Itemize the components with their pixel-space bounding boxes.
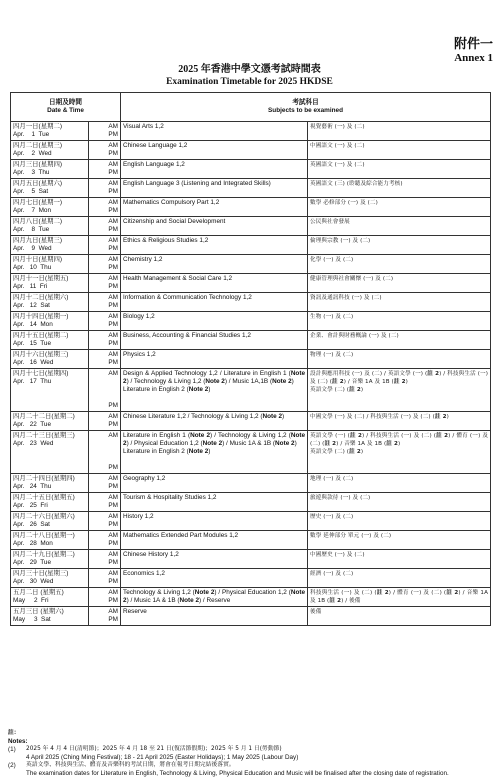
row-date xyxy=(11,512,89,531)
subject-zh: 後備 xyxy=(310,609,322,615)
document-title xyxy=(0,64,499,88)
subject-en: Geography 1,2 xyxy=(123,475,166,482)
date-zh: 四月三日(星期四) xyxy=(13,161,62,168)
session-pm: PM xyxy=(108,597,119,604)
table-row xyxy=(11,179,491,198)
date-zh: 四月二十八日(星期一) xyxy=(13,532,75,539)
date-en: Apr. 11 Fri xyxy=(13,283,48,290)
session-am: AM xyxy=(108,313,119,320)
note-2-zh: 英語文學、科技與生活、體育及音樂科的考試日期，將會在報考日期完結後落實。 xyxy=(26,762,235,769)
date-zh: 四月二十三日(星期三) xyxy=(13,432,75,439)
subject-en: Information & Communication Technology 1,2 xyxy=(123,294,252,301)
subject-en: Reserve xyxy=(123,608,147,615)
row-subject-zh xyxy=(308,588,491,607)
subject-zh: 企業、會計與財務概論 (一) 及 (二) xyxy=(310,333,399,339)
session-am: AM xyxy=(108,180,119,187)
row-subject-zh xyxy=(308,607,491,626)
date-en: Apr. 8 Tue xyxy=(13,226,50,233)
subject-en: Mathematics Extended Part Modules 1,2 xyxy=(123,532,239,539)
subject-zh: 旅遊與款待 (一) 及 (二) xyxy=(310,495,371,501)
date-zh: 四月二日(星期三) xyxy=(13,142,62,149)
session-am: AM xyxy=(108,432,119,439)
date-en: Apr. 26 Sat xyxy=(13,521,50,528)
row-session xyxy=(89,274,121,293)
subject-zh: 中國歷史 (一) 及 (二) xyxy=(310,552,365,558)
row-session xyxy=(89,431,121,474)
session-pm: PM xyxy=(108,188,119,195)
session-pm: PM xyxy=(108,226,119,233)
session-pm: PM xyxy=(108,302,119,309)
date-zh: 四月三十日(星期三) xyxy=(13,570,69,577)
row-subject-zh xyxy=(308,331,491,350)
row-subject-en xyxy=(121,312,308,331)
row-subject-en xyxy=(121,607,308,626)
row-subject-en xyxy=(121,293,308,312)
session-am: AM xyxy=(108,608,119,615)
row-subject-zh xyxy=(308,493,491,512)
session-am: AM xyxy=(108,275,119,282)
date-zh: 四月二十二日(星期二) xyxy=(13,413,75,420)
subject-zh: 設計與應用科技 (一) 及 (二) / 英語文學 (一) (註 2) / 科技與生活 (一) 及 (二) (註 2) / 音樂 1A 及 1B (註 2) xyxy=(310,371,489,385)
row-session xyxy=(89,122,121,141)
row-subject-zh xyxy=(308,179,491,198)
session-pm: PM xyxy=(108,359,119,366)
row-subject-en xyxy=(121,588,308,607)
date-zh: 四月十四日(星期一) xyxy=(13,313,69,320)
date-en: Apr. 14 Mon xyxy=(13,321,53,328)
date-en: Apr. 10 Thu xyxy=(13,264,52,271)
row-subject-en xyxy=(121,474,308,493)
row-session xyxy=(89,198,121,217)
subject-en: Mathematics Compulsory Part 1,2 xyxy=(123,199,220,206)
date-zh: 四月九日(星期三) xyxy=(13,237,62,244)
row-date xyxy=(11,312,89,331)
date-en: Apr. 3 Thu xyxy=(13,169,50,176)
subject-zh: 數學 必修部分 (一) 及 (二) xyxy=(310,200,378,206)
session-am: AM xyxy=(108,294,119,301)
note-1-en: 4 April 2025 (Ching Ming Festival); 18 - 21 April 2025 (Easter Holidays); 1 May 2025 (Labour Day) xyxy=(26,753,299,761)
row-date xyxy=(11,569,89,588)
session-pm: PM xyxy=(108,464,119,471)
row-subject-en xyxy=(121,198,308,217)
subject-en: Chinese History 1,2 xyxy=(123,551,179,558)
table-row xyxy=(11,588,491,607)
subject-en: Chinese Literature 1,2 / Technology & Living 1,2 (Note 2) xyxy=(123,413,285,420)
session-pm: PM xyxy=(108,321,119,328)
subject-zh: 中國語文 (一) 及 (二) xyxy=(310,143,365,149)
date-en: Apr. 9 Wed xyxy=(13,245,52,252)
row-subject-zh xyxy=(308,274,491,293)
session-am: AM xyxy=(108,370,119,377)
date-en: Apr. 1 Tue xyxy=(13,131,50,138)
date-en: Apr. 2 Wed xyxy=(13,150,52,157)
row-date xyxy=(11,160,89,179)
session-am: AM xyxy=(108,532,119,539)
session-am: AM xyxy=(108,123,119,130)
subject-zh: 化學 (一) 及 (二) xyxy=(310,257,354,263)
date-zh: 四月十日(星期四) xyxy=(13,256,62,263)
date-zh: 四月十七日(星期四) xyxy=(13,370,69,377)
session-pm: PM xyxy=(108,421,119,428)
row-subject-en xyxy=(121,412,308,431)
note-1 xyxy=(8,746,492,761)
date-zh: 四月八日(星期二) xyxy=(13,218,62,225)
row-session xyxy=(89,141,121,160)
date-zh: 四月一日(星期二) xyxy=(13,123,62,130)
date-en: Apr. 17 Thu xyxy=(13,378,52,385)
notes-heading-en: Notes: xyxy=(8,737,28,745)
subject-zh: 生物 (一) 及 (二) xyxy=(310,314,354,320)
row-date xyxy=(11,236,89,255)
session-pm: PM xyxy=(108,207,119,214)
row-subject-zh xyxy=(308,293,491,312)
session-am: AM xyxy=(108,218,119,225)
row-session xyxy=(89,588,121,607)
row-date xyxy=(11,588,89,607)
row-session xyxy=(89,236,121,255)
subject-en: Ethics & Religious Studies 1,2 xyxy=(123,237,209,244)
row-subject-zh xyxy=(308,160,491,179)
annex-zh: 附件一 xyxy=(453,36,493,51)
row-subject-en xyxy=(121,512,308,531)
subject-en: Biology 1,2 xyxy=(123,313,155,320)
session-am: AM xyxy=(108,475,119,482)
date-zh: 五月三日 (星期六) xyxy=(13,608,64,615)
table-row xyxy=(11,331,491,350)
session-am: AM xyxy=(108,332,119,339)
session-pm: PM xyxy=(108,616,119,623)
subject-en: Physics 1,2 xyxy=(123,351,156,358)
date-en: May 3 Sat xyxy=(13,616,51,623)
subject-zh: 英國語文 (一) 及 (二) xyxy=(310,162,365,168)
date-en: Apr. 22 Tue xyxy=(13,421,52,428)
row-subject-en xyxy=(121,550,308,569)
date-en: Apr. 23 Wed xyxy=(13,440,54,447)
row-date xyxy=(11,122,89,141)
subject-zh: 地理 (一) 及 (二) xyxy=(310,476,354,482)
subject-en: Chemistry 1,2 xyxy=(123,256,163,263)
row-subject-zh xyxy=(308,141,491,160)
date-en: Apr. 5 Sat xyxy=(13,188,49,195)
row-date xyxy=(11,141,89,160)
row-subject-en xyxy=(121,369,308,412)
row-date xyxy=(11,431,89,474)
session-pm: PM xyxy=(108,578,119,585)
table-row xyxy=(11,122,491,141)
row-subject-zh xyxy=(308,236,491,255)
date-zh: 四月二十九日(星期二) xyxy=(13,551,75,558)
annex-label xyxy=(454,36,493,65)
table-row xyxy=(11,531,491,550)
subject-zh: 英語文學 (二) (註 2) xyxy=(310,449,364,455)
row-subject-zh xyxy=(308,122,491,141)
subject-zh: 科技與生活 (一) 及 (二) (註 2) / 體育 (一) 及 (二) (註 2) / 音樂 1A 及 1B (註 2) / 後備 xyxy=(310,590,489,604)
date-en: Apr. 24 Thu xyxy=(13,483,52,490)
row-date xyxy=(11,531,89,550)
row-subject-zh xyxy=(308,312,491,331)
session-pm: PM xyxy=(108,131,119,138)
session-pm: PM xyxy=(108,483,119,490)
date-en: Apr. 15 Tue xyxy=(13,340,52,347)
table-row xyxy=(11,412,491,431)
row-session xyxy=(89,369,121,412)
row-subject-zh xyxy=(308,350,491,369)
subject-en: Technology & Living 1,2 (Note 2) / Physical Education 1,2 (Note 2) / Music 1A & 1B (Note 2) / Reserve xyxy=(123,589,306,604)
subject-en: Citizenship and Social Development xyxy=(123,218,226,225)
table-row xyxy=(11,550,491,569)
date-en: Apr. 25 Fri xyxy=(13,502,48,509)
row-session xyxy=(89,217,121,236)
row-date xyxy=(11,198,89,217)
row-date xyxy=(11,607,89,626)
subject-en: Business, Accounting & Financial Studies 1,2 xyxy=(123,332,251,339)
subject-zh: 英國語文 (三) (聆聽及綜合能力考核) xyxy=(310,181,403,187)
subject-en: History 1,2 xyxy=(123,513,154,520)
row-subject-zh xyxy=(308,431,491,474)
row-session xyxy=(89,160,121,179)
row-subject-en xyxy=(121,569,308,588)
timetable-header xyxy=(11,93,491,122)
session-am: AM xyxy=(108,351,119,358)
session-pm: PM xyxy=(108,540,119,547)
session-am: AM xyxy=(108,413,119,420)
table-row xyxy=(11,369,491,412)
title-en: Examination Timetable for 2025 HKDSE xyxy=(166,77,333,87)
date-zh: 四月五日(星期六) xyxy=(13,180,62,187)
subject-zh: 英語文學 (一) (註 2) / 科技與生活 (一) 及 (二) (註 2) / 體育 (一) 及 (二) (註 2) / 音樂 1A 及 1B (註 2) xyxy=(310,433,489,447)
row-subject-en xyxy=(121,331,308,350)
row-date xyxy=(11,550,89,569)
session-am: AM xyxy=(108,570,119,577)
timetable-body xyxy=(11,122,491,626)
session-am: AM xyxy=(108,551,119,558)
table-row xyxy=(11,431,491,474)
table-row xyxy=(11,493,491,512)
date-en: Apr. 7 Mon xyxy=(13,207,52,214)
subject-zh: 公民與社會發展 xyxy=(310,219,350,225)
session-pm: PM xyxy=(108,283,119,290)
row-date xyxy=(11,331,89,350)
subject-zh: 視覺藝術 (一) 及 (二) xyxy=(310,124,365,130)
row-session xyxy=(89,293,121,312)
table-row xyxy=(11,607,491,626)
subject-en: Tourism & Hospitality Studies 1,2 xyxy=(123,494,217,501)
row-session xyxy=(89,607,121,626)
date-zh: 四月十五日(星期二) xyxy=(13,332,69,339)
session-pm: PM xyxy=(108,559,119,566)
title-zh: 2025 年香港中學文憑考試時間表 xyxy=(178,64,321,75)
note-1-zh: 2025 年 4 月 4 日(清明節)；2025 年 4 月 18 至 21 日(復活節假期)；2025 年 5 月 1 日(勞動節) xyxy=(26,746,282,753)
table-row xyxy=(11,274,491,293)
row-subject-en xyxy=(121,493,308,512)
subject-en: Literature in English 2 (Note 2) xyxy=(123,386,211,393)
subject-en: Health Management & Social Care 1,2 xyxy=(123,275,233,282)
session-am: AM xyxy=(108,513,119,520)
row-date xyxy=(11,474,89,493)
subject-en: Design & Applied Technology 1,2 / Literature in English 1 (Note 2) / Technology & Living 1,2 (Note 2) / Music 1A,1B (Note 2) xyxy=(123,370,306,385)
row-date xyxy=(11,274,89,293)
session-am: AM xyxy=(108,161,119,168)
row-session xyxy=(89,569,121,588)
subject-en: English Language 3 (Listening and Integrated Skills) xyxy=(123,180,271,187)
row-subject-zh xyxy=(308,198,491,217)
header-date-zh: 日期及時間 xyxy=(49,99,82,106)
table-row xyxy=(11,141,491,160)
row-session xyxy=(89,512,121,531)
row-subject-en xyxy=(121,531,308,550)
table-row xyxy=(11,293,491,312)
session-am: AM xyxy=(108,142,119,149)
row-subject-zh xyxy=(308,369,491,412)
date-zh: 四月二十六日(星期六) xyxy=(13,513,75,520)
subject-en: Literature in English 2 (Note 2) xyxy=(123,448,211,455)
row-date xyxy=(11,493,89,512)
row-subject-zh xyxy=(308,512,491,531)
header-date xyxy=(11,93,121,122)
subject-en: Economics 1,2 xyxy=(123,570,165,577)
row-subject-en xyxy=(121,350,308,369)
row-date xyxy=(11,217,89,236)
row-subject-en xyxy=(121,236,308,255)
header-date-en: Date & Time xyxy=(47,107,84,114)
table-row xyxy=(11,160,491,179)
row-subject-zh xyxy=(308,255,491,274)
session-pm: PM xyxy=(108,521,119,528)
date-zh: 四月七日(星期一) xyxy=(13,199,62,206)
date-en: Apr. 16 Wed xyxy=(13,359,54,366)
row-session xyxy=(89,550,121,569)
date-en: Apr. 28 Mon xyxy=(13,540,53,547)
date-en: Apr. 12 Sat xyxy=(13,302,50,309)
session-pm: PM xyxy=(108,264,119,271)
row-session xyxy=(89,474,121,493)
table-row xyxy=(11,236,491,255)
annex-en: Annex 1 xyxy=(454,52,493,64)
session-am: AM xyxy=(108,256,119,263)
row-subject-en xyxy=(121,122,308,141)
header-subjects xyxy=(121,93,491,122)
table-row xyxy=(11,569,491,588)
session-am: AM xyxy=(108,494,119,501)
row-session xyxy=(89,531,121,550)
row-date xyxy=(11,255,89,274)
table-row xyxy=(11,255,491,274)
subject-en: Visual Arts 1,2 xyxy=(123,123,164,130)
note-2-key: (2) xyxy=(8,762,16,770)
subject-zh: 資訊及通訊科技 (一) 及 (二) xyxy=(310,295,382,301)
subject-zh: 物理 (一) 及 (二) xyxy=(310,352,354,358)
table-row xyxy=(11,198,491,217)
row-subject-zh xyxy=(308,531,491,550)
header-subj-en: Subjects to be examined xyxy=(268,107,343,114)
row-session xyxy=(89,412,121,431)
row-date xyxy=(11,369,89,412)
date-zh: 四月十一日(星期五) xyxy=(13,275,69,282)
subject-en: Chinese Language 1,2 xyxy=(123,142,188,149)
row-subject-zh xyxy=(308,569,491,588)
row-session xyxy=(89,493,121,512)
date-en: Apr. 29 Tue xyxy=(13,559,52,566)
session-am: AM xyxy=(108,589,119,596)
date-zh: 五月二日 (星期五) xyxy=(13,589,64,596)
row-session xyxy=(89,312,121,331)
date-zh: 四月二十五日(星期五) xyxy=(13,494,75,501)
session-am: AM xyxy=(108,237,119,244)
row-subject-en xyxy=(121,141,308,160)
row-subject-zh xyxy=(308,474,491,493)
subject-zh: 數學 延伸部分 單元 (一) 及 (二) xyxy=(310,533,392,539)
table-row xyxy=(11,512,491,531)
subject-en: Literature in English 1 (Note 2) / Technology & Living 1,2 (Note 2) / Physical Education 1,2 (Note 2) / Music 1A & 1B (Note 2) xyxy=(123,432,306,447)
session-pm: PM xyxy=(108,402,119,409)
row-date xyxy=(11,350,89,369)
table-row xyxy=(11,474,491,493)
row-subject-en xyxy=(121,431,308,474)
header-subj-zh: 考試科目 xyxy=(292,99,319,106)
session-pm: PM xyxy=(108,245,119,252)
timetable xyxy=(10,92,491,626)
session-pm: PM xyxy=(108,150,119,157)
session-pm: PM xyxy=(108,169,119,176)
row-subject-en xyxy=(121,179,308,198)
note-2-en: The examination dates for Literature in English, Technology & Living, Physical Education and Music will be finalised after the closing date of registration. xyxy=(26,769,449,777)
note-1-key: (1) xyxy=(8,746,16,754)
date-zh: 四月十六日(星期三) xyxy=(13,351,69,358)
subject-zh: 中國文學 (一) 及 (二) / 科技與生活 (一) 及 (二) (註 2) xyxy=(310,414,449,420)
session-pm: PM xyxy=(108,340,119,347)
row-subject-en xyxy=(121,255,308,274)
row-subject-en xyxy=(121,217,308,236)
subject-zh: 歷史 (一) 及 (二) xyxy=(310,514,354,520)
table-row xyxy=(11,350,491,369)
subject-zh: 英語文學 (二) (註 2) xyxy=(310,387,364,393)
date-zh: 四月十二日(星期六) xyxy=(13,294,69,301)
subject-en: English Language 1,2 xyxy=(123,161,185,168)
table-row xyxy=(11,312,491,331)
date-zh: 四月二十四日(星期四) xyxy=(13,475,75,482)
row-session xyxy=(89,350,121,369)
date-en: May 2 Fri xyxy=(13,597,49,604)
subject-zh: 經濟 (一) 及 (二) xyxy=(310,571,354,577)
notes xyxy=(8,730,492,778)
row-session xyxy=(89,179,121,198)
row-date xyxy=(11,179,89,198)
note-2 xyxy=(8,762,492,777)
row-session xyxy=(89,255,121,274)
row-subject-en xyxy=(121,274,308,293)
session-pm: PM xyxy=(108,502,119,509)
row-date xyxy=(11,293,89,312)
row-subject-en xyxy=(121,160,308,179)
row-subject-zh xyxy=(308,217,491,236)
session-am: AM xyxy=(108,199,119,206)
row-subject-zh xyxy=(308,550,491,569)
row-date xyxy=(11,412,89,431)
date-en: Apr. 30 Wed xyxy=(13,578,54,585)
subject-zh: 健康管理與社會關懷 (一) 及 (二) xyxy=(310,276,394,282)
notes-heading-zh: 註： xyxy=(8,730,20,736)
row-subject-zh xyxy=(308,412,491,431)
row-session xyxy=(89,331,121,350)
table-row xyxy=(11,217,491,236)
subject-zh: 倫理與宗教 (一) 及 (二) xyxy=(310,238,371,244)
